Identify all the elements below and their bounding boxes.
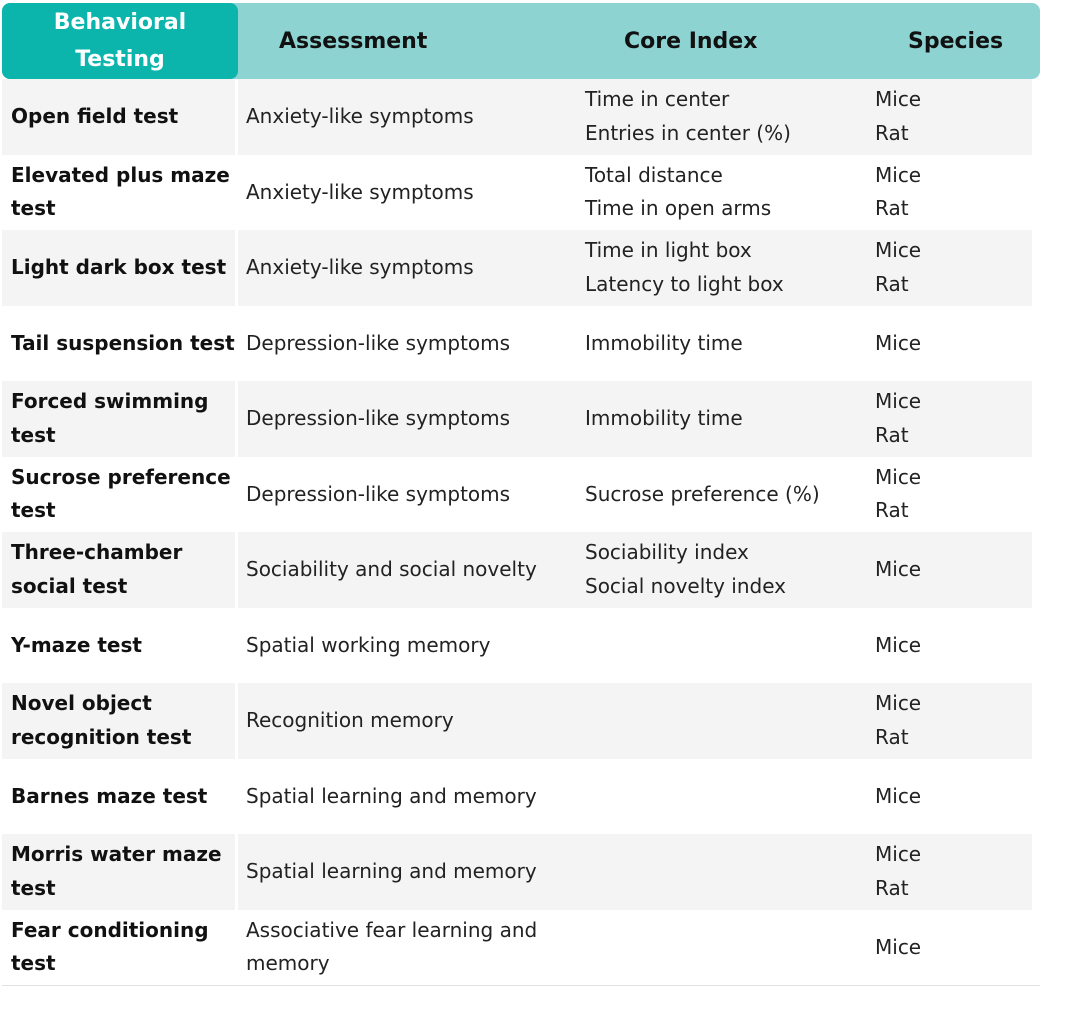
cell-core-index <box>577 683 867 759</box>
cell-assessment: Spatial learning and memory <box>246 859 537 883</box>
species-item: Rat <box>875 271 909 296</box>
cell-test-name: Open field test <box>2 79 235 155</box>
core-index-item: Immobility time <box>585 406 743 430</box>
species-item: Mice <box>875 330 922 355</box>
header-behavioral-testing-label: Behavioral Testing <box>53 10 187 72</box>
core-index-item: Sucrose preference (%) <box>585 481 820 506</box>
species-item: Mice <box>875 87 922 112</box>
species-item: Mice <box>875 632 922 657</box>
table-row <box>2 230 1040 306</box>
cell-species <box>867 306 1032 382</box>
cell-assessment: Depression-like symptoms <box>246 406 511 430</box>
table-row <box>2 306 1040 382</box>
cell-test-name: Light dark box test <box>2 230 235 306</box>
row-details <box>238 306 1032 382</box>
cell-core-index <box>577 230 867 306</box>
cell-assessment: Spatial working memory <box>246 632 491 657</box>
cell-core-index <box>577 608 867 684</box>
species-item: Mice <box>875 464 922 489</box>
cell-species <box>867 155 1032 231</box>
row-details <box>238 834 1032 910</box>
species-item: Mice <box>875 783 922 808</box>
row-details <box>238 532 1032 608</box>
cell-core-index <box>577 759 867 835</box>
cell-assessment: Depression-like symptoms <box>246 330 511 355</box>
table-row <box>2 834 1040 910</box>
cell-assessment: Sociability and social novelty <box>246 557 537 581</box>
table-row <box>2 759 1040 835</box>
row-details <box>238 155 1032 231</box>
core-index-item: Time in light box <box>585 238 752 263</box>
row-details <box>238 457 1032 533</box>
species-item: Rat <box>875 120 909 145</box>
cell-assessment: Anxiety-like symptoms <box>246 104 474 128</box>
cell-core-index <box>577 79 867 155</box>
row-details <box>238 759 1032 835</box>
table-row <box>2 683 1040 759</box>
species-item: Rat <box>875 498 909 523</box>
table-row <box>2 532 1040 608</box>
core-index-item: Social novelty index <box>585 573 787 598</box>
cell-species <box>867 683 1032 759</box>
species-item: Mice <box>875 238 922 263</box>
core-index-item: Time in open arms <box>585 196 772 221</box>
table-row <box>2 457 1040 533</box>
cell-assessment: Spatial learning and memory <box>246 783 537 808</box>
cell-test-name: Barnes maze test <box>2 759 235 835</box>
row-details <box>238 910 1032 986</box>
row-details <box>238 608 1032 684</box>
core-index-item: Time in center <box>585 87 730 112</box>
species-item: Mice <box>875 934 922 959</box>
cell-core-index <box>577 381 867 457</box>
cell-test-name: Novel object recognition test <box>2 683 235 759</box>
row-details <box>238 683 1032 759</box>
cell-test-name: Forced swimming test <box>2 381 235 457</box>
row-details <box>238 381 1032 457</box>
core-index-item: Immobility time <box>585 330 743 355</box>
behavioral-testing-table <box>2 3 1040 986</box>
species-item: Mice <box>875 842 922 867</box>
row-details <box>238 230 1032 306</box>
cell-species <box>867 457 1032 533</box>
cell-test-name: Tail suspension test <box>2 306 235 382</box>
header-core-index: Core Index <box>624 28 758 54</box>
header-species: Species <box>908 28 1004 54</box>
cell-test-name: Morris water maze test <box>2 834 235 910</box>
table-header <box>2 3 1040 79</box>
cell-test-name: Three-chamber social test <box>2 532 235 608</box>
header-behavioral-testing <box>2 3 238 79</box>
table-row <box>2 608 1040 684</box>
cell-assessment: Anxiety-like symptoms <box>246 179 474 204</box>
table-row <box>2 381 1040 457</box>
species-item: Mice <box>875 557 922 581</box>
species-item: Rat <box>875 875 909 900</box>
cell-assessment: Recognition memory <box>246 708 454 732</box>
cell-species <box>867 759 1032 835</box>
table-row <box>2 155 1040 231</box>
species-item: Rat <box>875 196 909 221</box>
cell-species <box>867 608 1032 684</box>
cell-test-name: Elevated plus maze test <box>2 155 235 231</box>
core-index-item: Sociability index <box>585 540 749 565</box>
table-row <box>2 910 1040 986</box>
core-index-item: Latency to light box <box>585 271 784 296</box>
cell-species <box>867 79 1032 155</box>
cell-core-index <box>577 834 867 910</box>
cell-species <box>867 834 1032 910</box>
cell-core-index <box>577 910 867 986</box>
table-row <box>2 79 1040 155</box>
cell-assessment: Associative fear learning and memory <box>246 917 538 976</box>
cell-species <box>867 230 1032 306</box>
cell-core-index <box>577 306 867 382</box>
species-item: Rat <box>875 422 909 447</box>
cell-test-name: Y-maze test <box>2 608 235 684</box>
cell-species <box>867 910 1032 986</box>
cell-assessment: Depression-like symptoms <box>246 481 511 506</box>
species-item: Rat <box>875 724 909 749</box>
cell-test-name: Sucrose preference test <box>2 457 235 533</box>
header-assessment: Assessment <box>279 28 428 54</box>
core-index-item: Total distance <box>585 162 723 187</box>
cell-core-index <box>577 532 867 608</box>
cell-assessment: Anxiety-like symptoms <box>246 255 474 279</box>
species-item: Mice <box>875 691 922 716</box>
table-body <box>2 79 1040 986</box>
cell-test-name: Fear conditioning test <box>2 910 235 986</box>
core-index-item: Entries in center (%) <box>585 120 791 145</box>
cell-species <box>867 532 1032 608</box>
cell-core-index <box>577 457 867 533</box>
row-details <box>238 79 1032 155</box>
species-item: Mice <box>875 162 922 187</box>
cell-core-index <box>577 155 867 231</box>
cell-species <box>867 381 1032 457</box>
species-item: Mice <box>875 389 922 414</box>
